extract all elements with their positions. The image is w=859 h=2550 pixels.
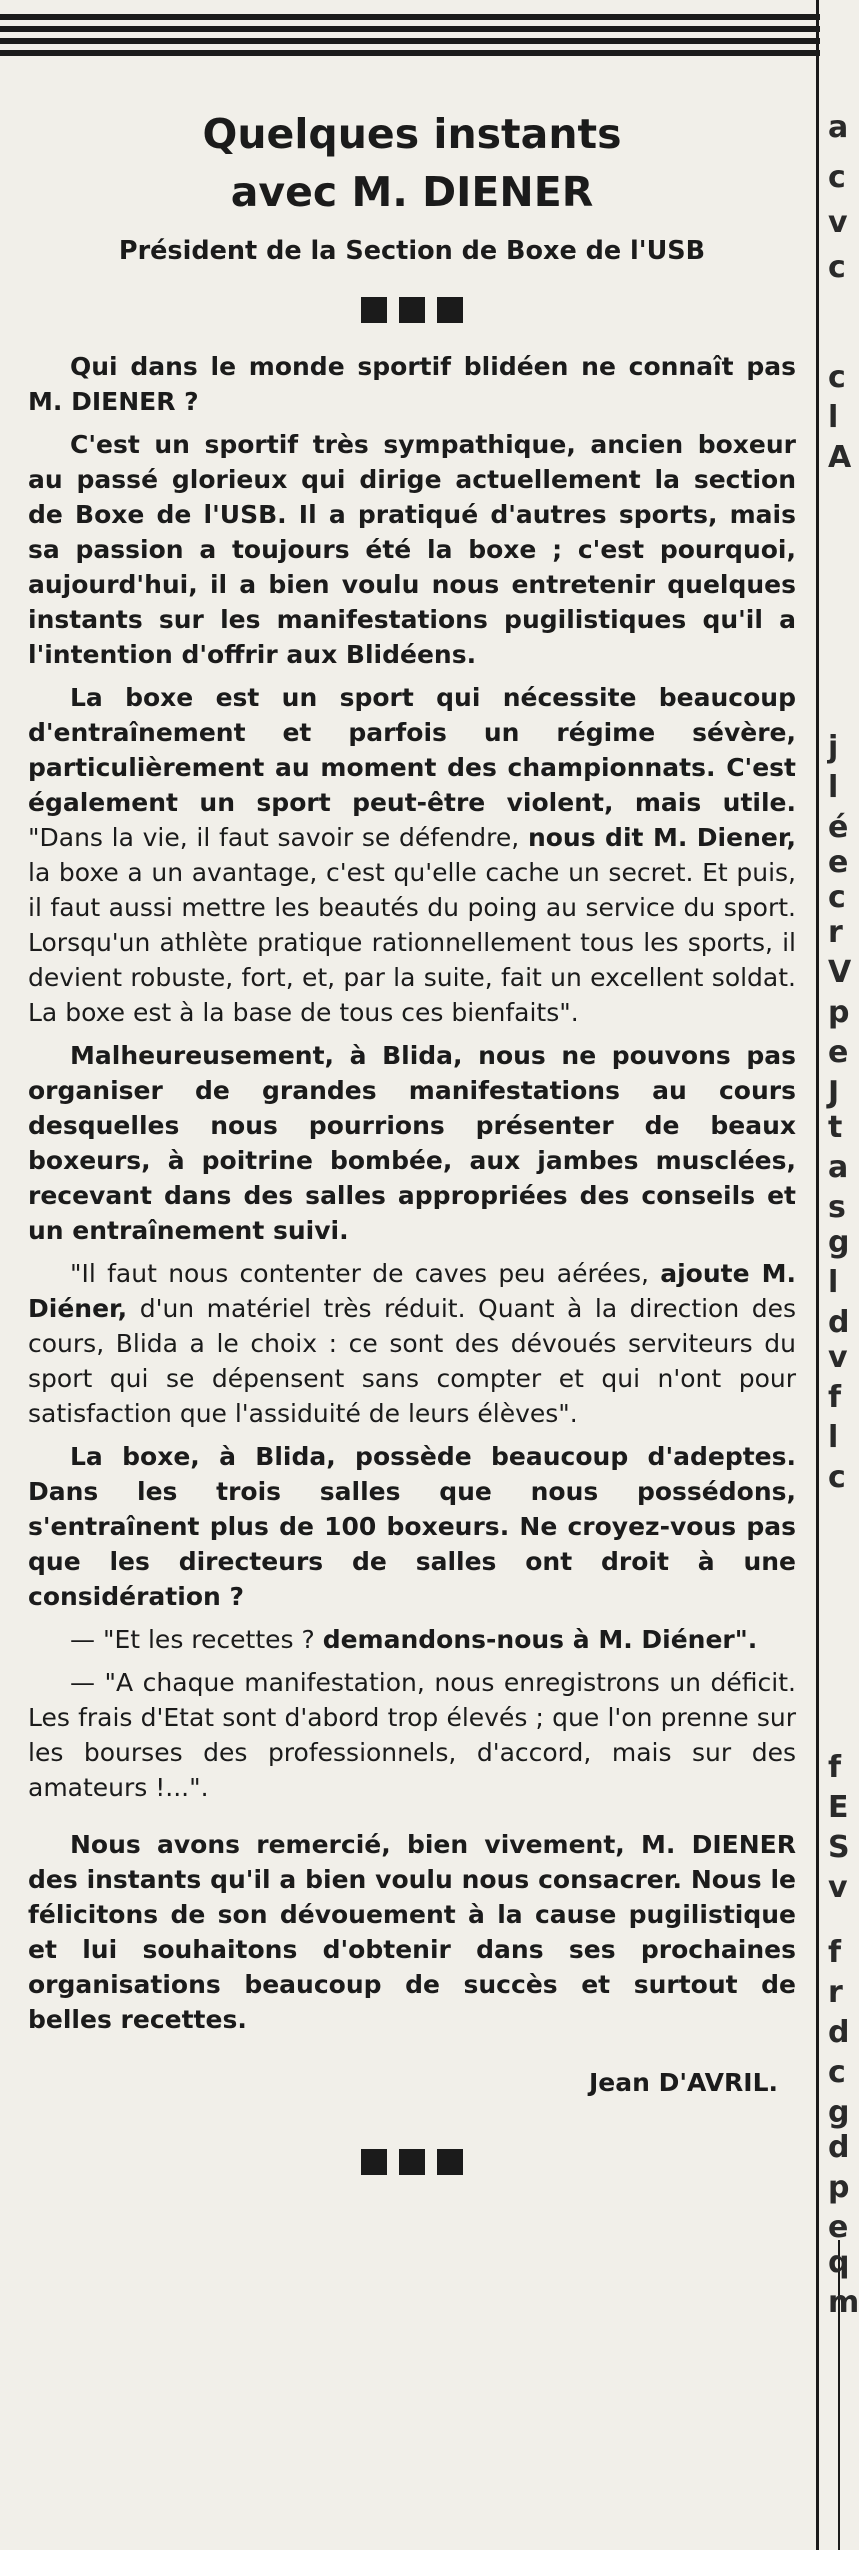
signature: Jean D'AVRIL. [588,2068,778,2097]
sport-lead: La boxe est un sport qui nécessite beaucoup d'entraînement et parfois un régime sévère, particulièrement au moment des championnats. C'est également un sport peut-être violent, mais utile. [28,683,796,817]
recettes-question: — "Et les recettes ? [70,1625,323,1654]
quote-part-1: "Dans la vie, il faut savoir se défendre, [28,823,528,852]
title-line-2: avec M. DIENER [230,168,594,216]
edge-letter: e [828,2210,849,2245]
article [28,105,796,2201]
caves-attribution: ajoute M. Diéner, [28,1259,796,1323]
caves-quote-1: "Il faut nous contenter de caves peu aérées, [70,1259,661,1288]
edge-letter: c [828,2055,846,2090]
edge-letter: r [828,1975,843,2010]
edge-letter: E [828,1790,849,1825]
attribution: nous dit M. Diener, [527,823,796,852]
edge-letter: r [828,915,843,950]
paragraph-intro: Qui dans le monde sportif blidéen ne connaît pas M. DIENER ? [28,352,796,416]
edge-letter: p [828,995,850,1030]
square-icon [399,297,425,323]
edge-letter: t [828,1110,843,1145]
column-separator [816,0,819,2550]
edge-letter: f [828,1750,842,1785]
edge-letter: v [828,205,848,240]
edge-letter: e [828,1035,849,1070]
paragraph-blida: Malheureusement, à Blida, nous ne pouvons pas organiser de grandes manifestations au cours desquelles nous pourrions présenter de beaux boxeurs, à poitrine bombée, aux jambes musclées, recevant dans des salles appropriées des conseils et un entraînement suivi. [28,1041,796,1245]
square-icon [361,297,387,323]
edge-letter: c [828,360,846,395]
edge-letter: f [828,1935,842,1970]
edge-letter: c [828,160,846,195]
paragraph-thanks: Nous avons remercié, bien vivement, M. DIENER des instants qu'il a bien voulu nous consacrer. Nous le félicitons de son dévouement à la cause pugilistique et lui souhaitons d'obtenir dans ses prochaines organisations beaucoup de succès et surtout de belles recettes. [28,1830,796,2034]
paragraph-portrait: C'est un sportif très sympathique, ancien boxeur au passé glorieux qui dirige actuellement la section de Boxe de l'USB. Il a pratiqué d'autres sports, mais sa passion a toujours été la boxe ; c'est pourquoi, aujourd'hui, il a bien voulu nous entretenir quelques instants sur les manifestations pugilistiques qu'il a l'intention d'offrir aux Blidéens. [28,430,796,669]
edge-letter: d [828,2130,850,2165]
edge-letter: v [828,1870,848,1905]
paragraph-sport [28,680,796,1030]
edge-letter: m [828,2285,859,2320]
edge-letter: c [828,1460,846,1495]
separator-squares-bottom [28,2149,796,2175]
edge-letter: d [828,2015,850,2050]
recettes-attribution: demandons-nous à M. Diéner". [322,1625,758,1654]
edge-letter: f [828,1380,842,1415]
edge-letter: l [828,400,839,435]
title-line-1: Quelques instants [202,110,622,158]
edge-letter: l [828,770,839,805]
square-icon [399,2149,425,2175]
edge-letter: s [828,1190,846,1225]
edge-letter: j [828,730,839,765]
edge-letter: g [828,2095,850,2130]
paragraph-caves [28,1256,796,1431]
top-rule-4 [0,50,820,56]
paragraph-deficit: — "A chaque manifestation, nous enregistrons un déficit. Les frais d'Etat sont d'abord trop élevés ; que l'on prenne sur les bourses des professionnels, d'accord, mais sur des amateurs !...". [28,1668,796,1802]
caves-quote-2: d'un matériel très réduit. Quant à la direction des cours, Blida a le choix : ce sont des dévoués serviteurs du sport qui se dépensent sans compter et qui n'ont pour satisfaction que l'assiduité de leurs élèves". [28,1294,796,1428]
edge-letter: q [828,2245,850,2280]
edge-letter: c [828,880,846,915]
edge-letter: a [828,110,849,145]
edge-letter: e [828,845,849,880]
edge-letter: d [828,1305,850,1340]
edge-letter: g [828,1225,850,1260]
top-rule-2 [0,26,820,32]
paragraph-adeptes: La boxe, à Blida, possède beaucoup d'adeptes. Dans les trois salles que nous possédons, s'entraînent plus de 100 boxeurs. Ne croyez-vous pas que les directeurs de salles ont droit à une considération ? [28,1442,796,1611]
square-icon [361,2149,387,2175]
edge-letter: l [828,1420,839,1455]
edge-letter: a [828,1150,849,1185]
edge-letter: A [828,440,852,475]
quote-part-2: la boxe a un avantage, c'est qu'elle cache un secret. Et puis, il faut aussi mettre les beautés du poing au service du sport. Lorsqu'un athlète pratique rationnellement tous les sports, il devient robuste, fort, et, par la suite, fait un excellent soldat. La boxe est à la base de tous ces bienfaits". [28,858,796,1027]
edge-letter: p [828,2170,850,2205]
square-icon [437,2149,463,2175]
edge-letter: l [828,1265,839,1300]
top-rule-3 [0,38,820,44]
paragraph-recettes [28,1622,796,1657]
article-title [28,105,796,221]
edge-letter: c [828,250,846,285]
edge-letter: J [828,1075,840,1110]
top-rule-1 [0,14,820,20]
square-icon [437,297,463,323]
edge-letter: é [828,810,849,845]
edge-letter: S [828,1830,850,1865]
edge-letter: V [828,955,852,990]
article-subtitle: Président de la Section de Boxe de l'USB [118,236,706,266]
edge-letter: v [828,1340,848,1375]
separator-squares-top [28,297,796,323]
